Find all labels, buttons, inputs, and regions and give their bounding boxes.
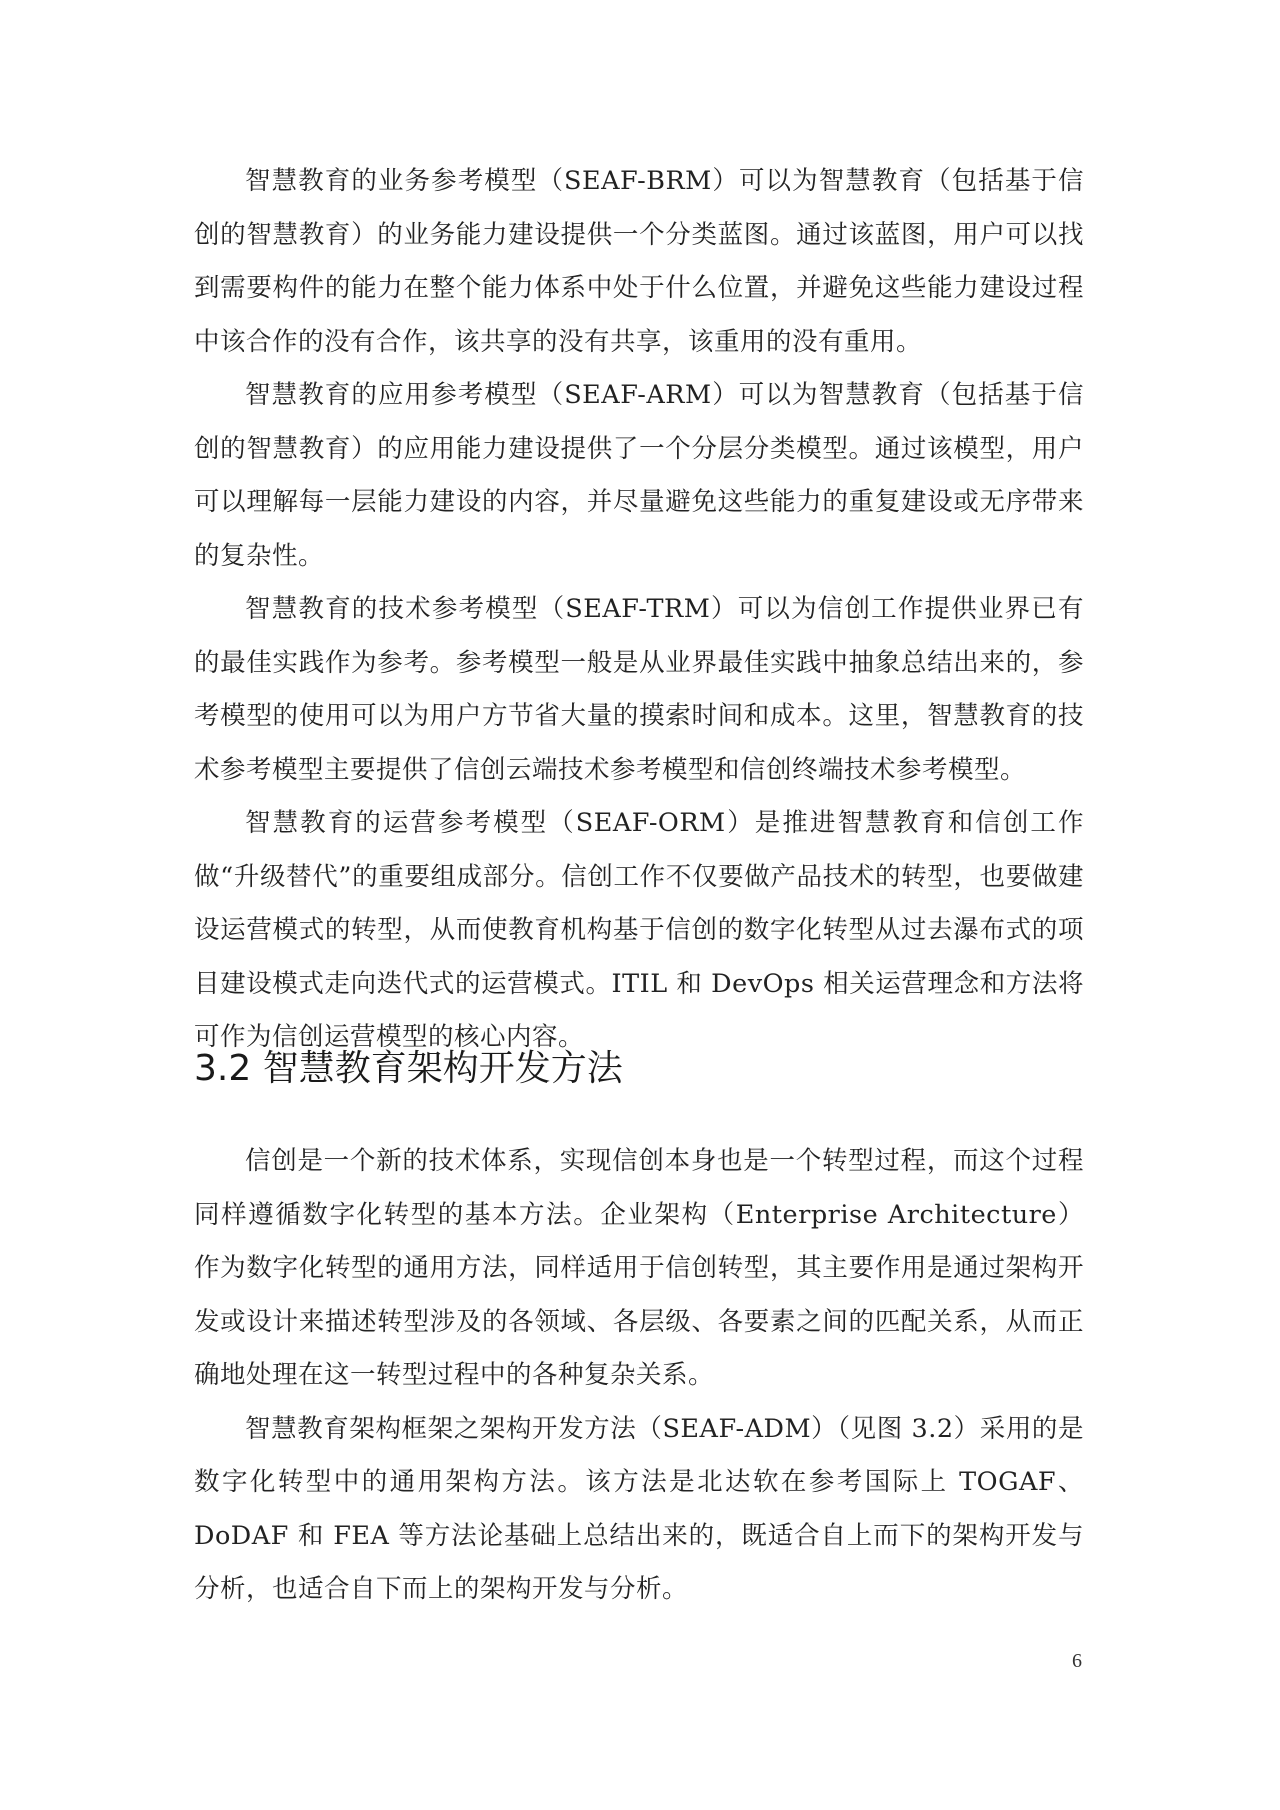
paragraph-xinchuang-intro: 信创是一个新的技术体系，实现信创本身也是一个转型过程，而这个过程同样遵循数字化转型的基本方法。企业架构（Enterprise Architecture）作为数字化转型的通用方法，同样适用于信创转型，其主要作用是通过架构开发或设计来描述转型涉及的各领域、各层级、各要素之间的匹配关系，从而正确地处理在这一转型过程中的各种复杂关系。 [194, 1146, 1084, 1390]
section-reference-models [194, 155, 1084, 1065]
paragraph-orm: 智慧教育的运营参考模型（SEAF-ORM）是推进智慧教育和信创工作做“升级替代”的重要组成部分。信创工作不仅要做产品技术的转型，也要做建设运营模式的转型，从而使教育机构基于信创的数字化转型从过去瀑布式的项目建设模式走向迭代式的运营模式。ITIL 和 DevOps 相关运营理念和方法将可作为信创运营模型的核心内容。 [194, 808, 1084, 1052]
page-number: 6 [1072, 1650, 1082, 1672]
paragraph-brm: 智慧教育的业务参考模型（SEAF-BRM）可以为智慧教育（包括基于信创的智慧教育）的业务能力建设提供一个分类蓝图。通过该蓝图，用户可以找到需要构件的能力在整个能力体系中处于什么位置，并避免这些能力建设过程中该合作的没有合作，该共享的没有共享，该重用的没有重用。 [194, 166, 1084, 357]
paragraph-trm: 智慧教育的技术参考模型（SEAF-TRM）可以为信创工作提供业界已有的最佳实践作为参考。参考模型一般是从业界最佳实践中抽象总结出来的，参考模型的使用可以为用户方节省大量的摸索时间和成本。这里，智慧教育的技术参考模型主要提供了信创云端技术参考模型和信创终端技术参考模型。 [194, 594, 1084, 785]
section-heading: 3.2 智慧教育架构开发方法 [194, 1048, 623, 1089]
paragraph-seaf-adm: 智慧教育架构框架之架构开发方法（SEAF-ADM）（见图 3.2）采用的是数字化转型中的通用架构方法。该方法是北达软在参考国际上 TOGAF、DoDAF 和 FEA 等方法论基础上总结出来的，既适合自上而下的架构开发与分析，也适合自下而上的架构开发与分析。 [194, 1413, 1084, 1604]
paragraph-arm: 智慧教育的应用参考模型（SEAF-ARM）可以为智慧教育（包括基于信创的智慧教育）的应用能力建设提供了一个分层分类模型。通过该模型，用户可以理解每一层能力建设的内容，并尽量避免这些能力的重复建设或无序带来的复杂性。 [194, 380, 1084, 571]
section-architecture-method [194, 1135, 1084, 1617]
